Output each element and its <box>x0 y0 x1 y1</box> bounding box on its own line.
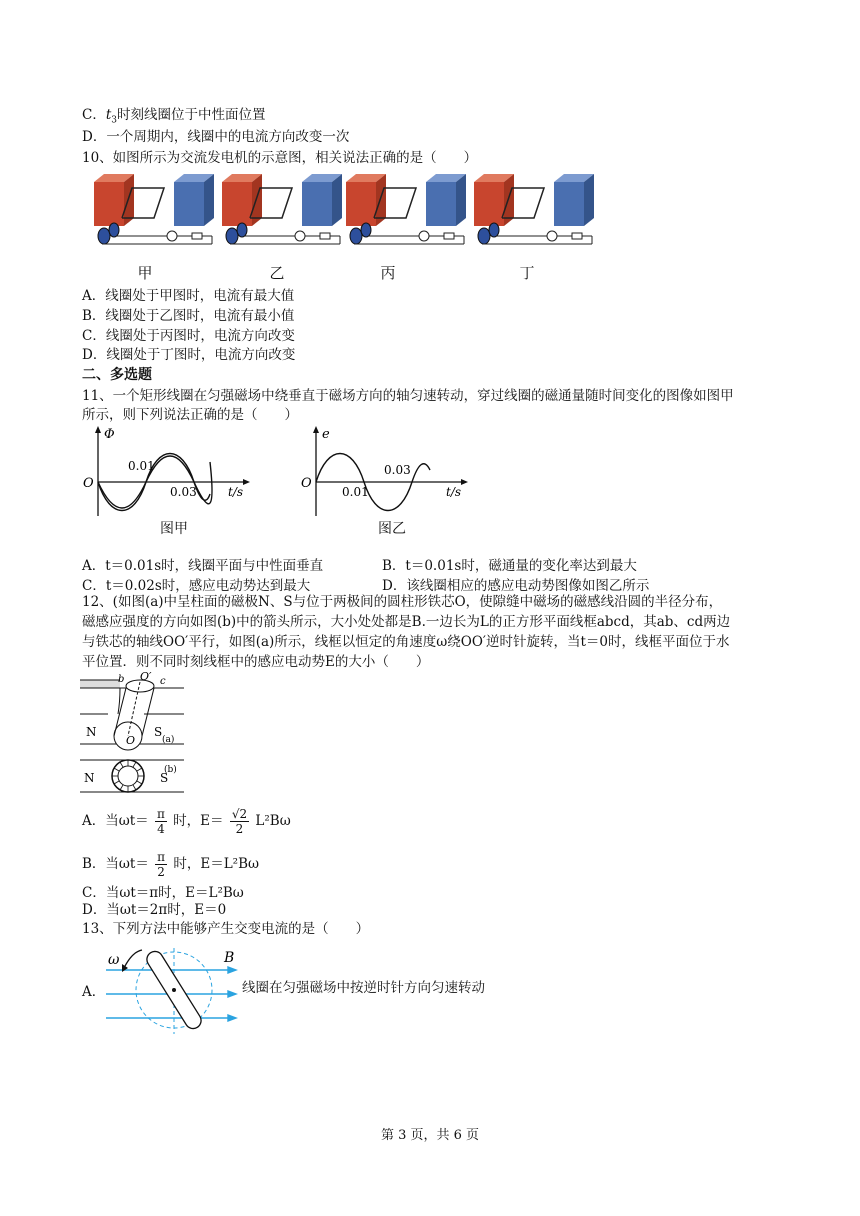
caption-ding: 丁 <box>519 264 535 282</box>
tick-label: 0.01 <box>128 459 155 473</box>
generator-figures <box>82 168 602 268</box>
q13-option-a-text: 线圈在匀强磁场中按逆时针方向匀速转动 <box>242 980 485 996</box>
caption-jia: 甲 <box>137 264 153 282</box>
axis-label-phi: Φ <box>104 427 115 442</box>
option-c-t3: C．$t_3$时刻线圈位于中性面位置 <box>82 107 266 126</box>
question-11-line2: 所示，则下列说法正确的是（ ） <box>82 407 298 423</box>
b-field-label: B <box>224 950 235 966</box>
question-13: 13、下列方法中能够产生交变电流的是（ ） <box>82 921 370 937</box>
q10-option-c: C．线圈处于丙图时，电流方向改变 <box>82 328 295 344</box>
option-d-period: D．一个周期内，线圈中的电流方向改变一次 <box>82 129 350 145</box>
question-12-line1: 12、(如图(a)中呈柱面的磁极N、S与位于两极间的圆柱形铁芯O，使隙缝中磁场的磁感线沿圆的半径分布， <box>82 594 723 610</box>
omega-label: ω <box>108 952 120 968</box>
magnet-core-figure <box>80 672 190 798</box>
q10-option-b: B．线圈处于乙图时，电流有最小值 <box>82 308 295 324</box>
label-s-bottom: S <box>160 771 169 785</box>
axis-label-e: e <box>322 427 330 442</box>
q13-option-a-label: A． <box>82 984 106 1000</box>
label-b: b <box>118 674 125 685</box>
question-12-line4: 平位置．则不同时刻线框中的感应电动势E的大小（ ） <box>82 654 430 670</box>
q11-option-a: A．t＝0.01s时，线圈平面与中性面垂直 <box>82 558 324 574</box>
question-11-line1: 11、一个矩形线圈在匀强磁场中绕垂直于磁场方向的轴匀速转动，穿过线圈的磁通量随时间变化的图像如图甲 <box>82 388 734 404</box>
origin-label: O <box>301 476 312 491</box>
tick-label: 0.03 <box>170 485 197 499</box>
label-n: N <box>86 725 97 739</box>
label-b-fig: (b) <box>164 765 177 775</box>
magnet-s <box>174 182 204 226</box>
question-12-line3: 与铁芯的轴线OO′平行，如图(a)所示，线框以恒定的角速度ω绕OO′逆时针旋转，当t＝0时，线框平面位于水 <box>82 634 730 650</box>
question-12-line2: 磁感应强度的方向如图(b)中的箭头所示，大小处处都是B.一边长为L的正方形平面线框abcd，其ab、cd两边 <box>82 614 731 630</box>
magnet-n <box>94 182 124 226</box>
axis-label-t: t/s <box>228 485 244 499</box>
q11-option-b: B．t＝0.01s时，磁通量的变化率达到最大 <box>382 558 637 574</box>
tick-label: 0.01 <box>342 485 369 499</box>
axis-label-t: t/s <box>446 485 462 499</box>
section-heading-multi: 二、多选题 <box>82 367 152 383</box>
caption-graph-yi: 图乙 <box>378 521 406 537</box>
label-n-bottom: N <box>84 771 95 785</box>
graph-e <box>298 424 478 520</box>
label-c: c <box>160 676 166 687</box>
graph-phi <box>80 424 260 520</box>
q12-option-c: C．当ωt＝π时，E＝L²Bω <box>82 885 244 901</box>
coil-field-figure <box>102 942 242 1038</box>
label-o-prime: O′ <box>140 672 152 683</box>
q10-option-d: D．线圈处于丁图时，电流方向改变 <box>82 347 296 363</box>
tick-label: 0.03 <box>384 463 411 477</box>
label-a: (a) <box>162 735 175 745</box>
q12-option-a: A．当ωt＝ $\frac{\pi}{4}$ 时，E＝ $\frac{√2}{2}$ L²Bω <box>82 807 291 836</box>
label-o: O <box>126 734 136 747</box>
q11-option-c: C．t＝0.02s时，感应电动势达到最大 <box>82 578 311 594</box>
origin-label: O <box>83 476 94 491</box>
label-s: S <box>154 725 163 739</box>
caption-bing: 丙 <box>380 264 396 282</box>
page-footer: 第 3 页，共 6 页 <box>380 1128 480 1143</box>
q12-option-d: D．当ωt＝2π时，E＝0 <box>82 902 227 918</box>
q12-option-b: B．当ωt＝ $\frac{\pi}{2}$ 时，E＝L²Bω <box>82 850 260 879</box>
q11-option-d: D．该线圈相应的感应电动势图像如图乙所示 <box>382 578 650 594</box>
q10-option-a: A．线圈处于甲图时，电流有最大值 <box>82 288 295 304</box>
question-10: 10、如图所示为交流发电机的示意图，相关说法正确的是（ ） <box>82 150 478 166</box>
caption-yi: 乙 <box>269 264 285 282</box>
caption-graph-jia: 图甲 <box>160 521 188 537</box>
